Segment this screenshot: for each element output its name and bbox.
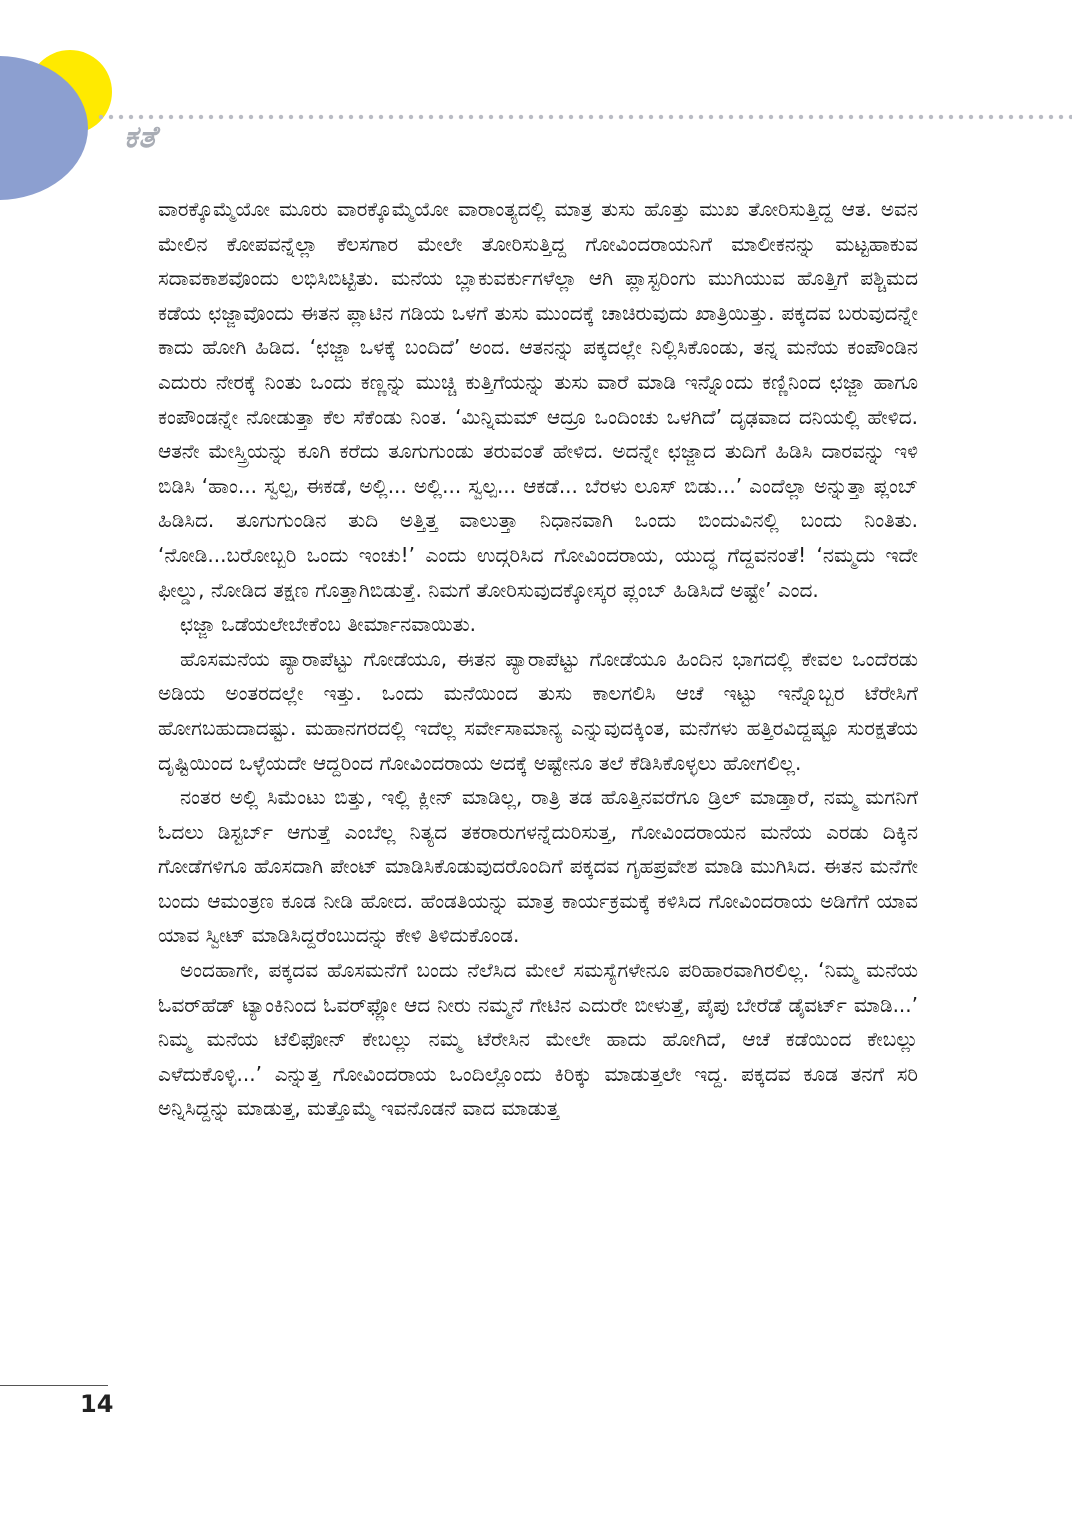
section-label: ಕತೆ [124,120,157,155]
page-number: 14 [80,1390,114,1418]
story-body [158,192,918,1126]
paragraph-2: ಛಜ್ಜಾ ಒಡೆಯಲೇಬೇಕೆಂಬ ತೀರ್ಮಾನವಾಯಿತು. [180,612,476,637]
dotted-header-rule [96,114,1072,120]
paragraph-5: ಅಂದಹಾಗೇ, ಪಕ್ಕದವ ಹೊಸಮನೆಗೆ ಬಂದು ನೆಲೆಸಿದ ಮೇಲೆ ಸಮಸ್ಯೆಗಳೇನೂ ಪರಿಹಾರವಾಗಿರಲಿಲ್ಲ. ‘ನಿಮ್ಮ ಮನೆಯ ಓವರ್‌ಹೆಡ್ ಟ್ಯಾಂಕಿನಿಂದ ಓವರ್‌ಫ್ಲೋ ಆದ ನೀರು ನಮ್ಮನೆ ಗೇಟಿನ ಎದುರೇ ಬೀಳುತ್ತೆ, ಪೈಪು ಬೇರೆಡೆ ಡೈವರ್ಟ್ ಮಾಡಿ...’ ನಿಮ್ಮ ಮನೆಯ ಟೆಲಿಫೋನ್ ಕೇಬಲ್ಲು ನಮ್ಮ ಟೆರೇಸಿನ ಮೇಲೇ ಹಾದು ಹೋಗಿದೆ, ಆಚೆ ಕಡೆಯಿಂದ ಕೇಬಲ್ಲು ಎಳೆದುಕೊಳ್ಳಿ...’ ಎನ್ನುತ್ತ ಗೋವಿಂದರಾಯ ಒಂದಿಲ್ಲೊಂದು ಕಿರಿಕ್ಕು ಮಾಡುತ್ತಲೇ ಇದ್ದ. ಪಕ್ಕದವ ಕೂಡ ತನಗೆ ಸರಿ ಅನ್ನಿಸಿದ್ದನ್ನು ಮಾಡುತ್ತ, ಮತ್ತೊಮ್ಮೆ ಇವನೊಡನೆ ವಾದ ಮಾಡುತ್ತ [158,958,918,1121]
paragraph-4: ನಂತರ ಅಲ್ಲಿ ಸಿಮೆಂಟು ಬಿತ್ತು, ಇಲ್ಲಿ ಕ್ಲೀನ್ ಮಾಡಿಲ್ಲ, ರಾತ್ರಿ ತಡ ಹೊತ್ತಿನವರೆಗೂ ಡ್ರಿಲ್ ಮಾಡ್ತಾರೆ, ನಮ್ಮ ಮಗನಿಗೆ ಓದಲು ಡಿಸ್ಟರ್ಬ್ ಆಗುತ್ತೆ ಎಂಬೆಲ್ಲ ನಿತ್ಯದ ತಕರಾರುಗಳನ್ನೆದುರಿಸುತ್ತ, ಗೋವಿಂದರಾಯನ ಮನೆಯ ಎರಡು ದಿಕ್ಕಿನ ಗೋಡೆಗಳಿಗೂ ಹೊಸದಾಗಿ ಪೇಂಟ್ ಮಾಡಿಸಿಕೊಡುವುದರೊಂದಿಗೆ ಪಕ್ಕದವ ಗೃಹಪ್ರವೇಶ ಮಾಡಿ ಮುಗಿಸಿದ. ಈತನ ಮನೆಗೇ ಬಂದು ಆಮಂತ್ರಣ ಕೂಡ ನೀಡಿ ಹೋದ. ಹೆಂಡತಿಯನ್ನು ಮಾತ್ರ ಕಾರ್ಯಕ್ರಮಕ್ಕೆ ಕಳಿಸಿದ ಗೋವಿಂದರಾಯ ಅಡಿಗೆಗೆ ಯಾವ ಯಾವ ಸ್ವೀಟ್ ಮಾಡಿಸಿದ್ದರೆಂಬುದನ್ನು ಕೇಳಿ ತಿಳಿದುಕೊಂಡ. [158,785,918,948]
paragraph-3: ಹೊಸಮನೆಯ ಪ್ಯಾರಾಪೆಟ್ಟು ಗೋಡೆಯೂ, ಈತನ ಪ್ಯಾರಾಪೆಟ್ಟು ಗೋಡೆಯೂ ಹಿಂದಿನ ಭಾಗದಲ್ಲಿ ಕೇವಲ ಒಂದೆರಡು ಅಡಿಯ ಅಂತರದಲ್ಲೇ ಇತ್ತು. ಒಂದು ಮನೆಯಿಂದ ತುಸು ಕಾಲಗಲಿಸಿ ಆಚೆ ಇಟ್ಟು ಇನ್ನೊಬ್ಬರ ಟೆರೇಸಿಗೆ ಹೋಗಬಹುದಾದಷ್ಟು. ಮಹಾನಗರದಲ್ಲಿ ಇದೆಲ್ಲ ಸರ್ವೇಸಾಮಾನ್ಯ ಎನ್ನುವುದಕ್ಕಿಂತ, ಮನೆಗಳು ಹತ್ತಿರವಿದ್ದಷ್ಟೂ ಸುರಕ್ಷತೆಯ ದೃಷ್ಟಿಯಿಂದ ಒಳ್ಳೆಯದೇ ಆದ್ದರಿಂದ ಗೋವಿಂದರಾಯ ಅದಕ್ಕೆ ಅಷ್ಟೇನೂ ತಲೆ ಕೆಡಿಸಿಕೊಳ್ಳಲು ಹೋಗಲಿಲ್ಲ. [158,646,918,775]
footer-rule [0,1385,108,1386]
paragraph-1: ವಾರಕ್ಕೊಮ್ಮೆಯೋ ಮೂರು ವಾರಕ್ಕೊಮ್ಮೆಯೋ ವಾರಾಂತ್ಯದಲ್ಲಿ ಮಾತ್ರ ತುಸು ಹೊತ್ತು ಮುಖ ತೋರಿಸುತ್ತಿದ್ದ ಆತ. ಅವನ ಮೇಲಿನ ಕೋಪವನ್ನೆಲ್ಲಾ ಕೆಲಸಗಾರ ಮೇಲೇ ತೋರಿಸುತ್ತಿದ್ದ ಗೋವಿಂದರಾಯನಿಗೆ ಮಾಲೀಕನನ್ನು ಮಟ್ಟಹಾಕುವ ಸದಾವಕಾಶವೊಂದು ಲಭಿಸಿಬಿಟ್ಟಿತು. ಮನೆಯ ಬ್ಲಾಕುವರ್ಕುಗಳೆಲ್ಲಾ ಆಗಿ ಪ್ಲಾಸ್ಟರಿಂಗು ಮುಗಿಯುವ ಹೊತ್ತಿಗೆ ಪಶ್ಚಿಮದ ಕಡೆಯ ಛಜ್ಜಾವೊಂದು ಈತನ ಪ್ಲಾಟಿನ ಗಡಿಯ ಒಳಗೆ ತುಸು ಮುಂದಕ್ಕೆ ಚಾಚಿರುವುದು ಖಾತ್ರಿಯಿತ್ತು. ಪಕ್ಕದವ ಬರುವುದನ್ನೇ ಕಾದು ಹೋಗಿ ಹಿಡಿದ. ‘ಛಜ್ಜಾ ಒಳಕ್ಕೆ ಬಂದಿದೆ’ ಅಂದ. ಆತನನ್ನು ಪಕ್ಕದಲ್ಲೇ ನಿಲ್ಲಿಸಿಕೊಂಡು, ತನ್ನ ಮನೆಯ ಕಂಪೌಂಡಿನ ಎದುರು ನೇರಕ್ಕೆ ನಿಂತು ಒಂದು ಕಣ್ಣನ್ನು ಮುಚ್ಚಿ ಕುತ್ತಿಗೆಯನ್ನು ತುಸು ವಾರೆ ಮಾಡಿ ಇನ್ನೊಂದು ಕಣ್ಣಿನಿಂದ ಛಜ್ಜಾ ಹಾಗೂ ಕಂಪೌಂಡನ್ನೇ ನೋಡುತ್ತಾ ಕೆಲ ಸೆಕೆಂಡು ನಿಂತ. ‘ಮಿನ್ನಿಮಮ್ ಆದ್ರೂ ಒಂದಿಂಚು ಒಳಗಿದೆ’ ದೃಢವಾದ ದನಿಯಲ್ಲಿ ಹೇಳಿದ. ಆತನೇ ಮೇಸ್ತ್ರಿಯನ್ನು ಕೂಗಿ ಕರೆದು ತೂಗುಗುಂಡು ತರುವಂತೆ ಹೇಳಿದ. ಅದನ್ನೇ ಛಜ್ಜಾದ ತುದಿಗೆ ಹಿಡಿಸಿ ದಾರವನ್ನು ಇಳಿ ಬಿಡಿಸಿ ‘ಹಾಂ... ಸ್ವಲ್ಪ, ಈಕಡೆ, ಅಲ್ಲಿ... ಅಲ್ಲಿ... ಸ್ವಲ್ಪ... ಆಕಡೆ... ಬೆರಳು ಲೂಸ್ ಬಿಡು...’ ಎಂದೆಲ್ಲಾ ಅನ್ನುತ್ತಾ ಪ್ಲಂಬ್ ಹಿಡಿಸಿದ. ತೂಗುಗುಂಡಿನ ತುದಿ ಅತ್ತಿತ್ತ ವಾಲುತ್ತಾ ನಿಧಾನವಾಗಿ ಒಂದು ಬಿಂದುವಿನಲ್ಲಿ ಬಂದು ನಿಂತಿತು. ‘ನೋಡಿ...ಬರೋಬ್ಬರಿ ಒಂದು ಇಂಚು!’ ಎಂದು ಉದ್ಗರಿಸಿದ ಗೋವಿಂದರಾಯ, ಯುದ್ಧ ಗೆದ್ದವನಂತೆ! ‘ನಮ್ಮದು ಇದೇ ಫೀಲ್ಡು, ನೋಡಿದ ತಕ್ಷಣ ಗೊತ್ತಾಗಿಬಿಡುತ್ತೆ. ನಿಮಗೆ ತೋರಿಸುವುದಕ್ಕೋಸ್ಕರ ಪ್ಲಂಬ್ ಹಿಡಿಸಿದೆ ಅಷ್ಟೇ’ ಎಂದ. [158,197,918,602]
